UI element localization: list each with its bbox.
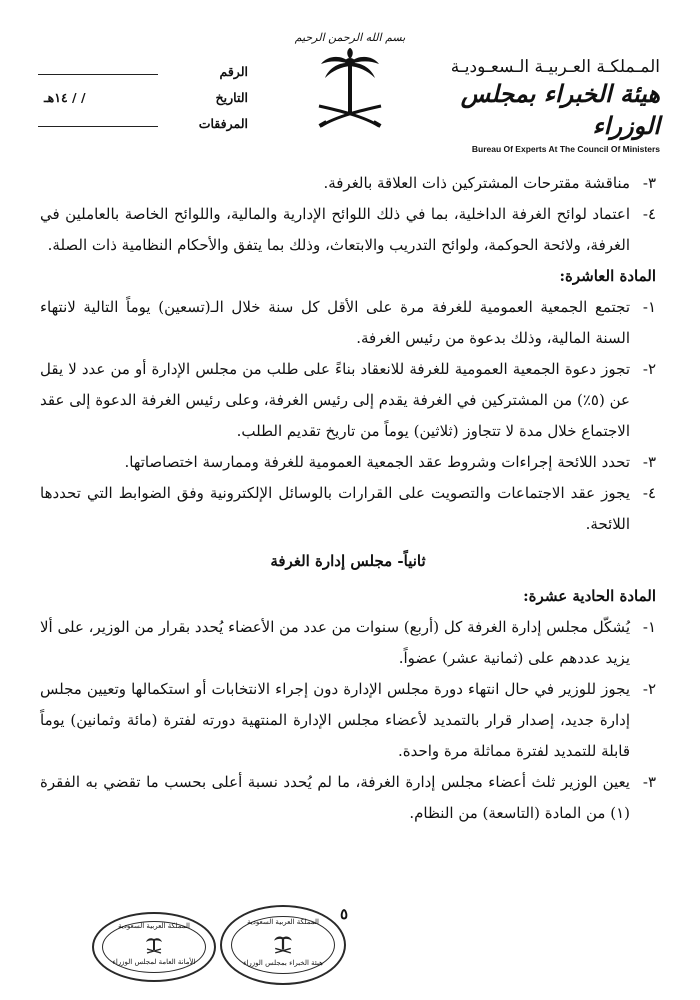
attachments-row [38, 116, 248, 142]
list-item: ٣- تحدد اللائحة إجراءات وشروط عقد الجمعية العمومية للغرفة وممارسة اختصاصاتها. [124, 453, 656, 471]
list-item: ٣- مناقشة مقترحات المشتركين ذات العلاقة بالغرفة. [323, 174, 656, 192]
date-label: التاريخ [215, 90, 248, 105]
number-label: الرقم [219, 64, 248, 79]
article-10-heading: المادة العاشرة: [559, 267, 656, 285]
basmala: بسم الله الرحمن الرحيم [294, 31, 406, 44]
attachments-label: المرفقات [198, 116, 248, 131]
list-item: ١- تجتمع الجمعية العمومية للغرفة مرة على الأقل كل سنة خلال الـ(تسعين) يوماً التالية لانتهاء السنة المالية، وذلك بدعوة من رئيس الغرفة. [40, 298, 656, 347]
list-item: ٢- تجوز دعوة الجمعية العمومية للغرفة للانعقاد بناءً على طلب من مجلس الإدارة أو من عدد لا يقل عن (٥٪) من المشتركين في الغرفة يقدم إلى رئيس الغرفة، وعلى رئيس الغرفة الدعوة إلى عقد الاجتماع خلال مدة لا تتجاوز (ثلاثين) يوماً من تاريخ تقديم الطلب. [40, 360, 656, 440]
list-item: ٤- اعتماد لوائح الغرفة الداخلية، بما في ذلك اللوائح الإدارية والمالية، واللوائح الخاصة بالعاملين في الغرفة، ولائحة الحوكمة، ولوائح التدريب والابتعاث، وذلك بما يتفق والأحكام النظامية ذات الصلة. [40, 205, 656, 254]
letterhead-emblem [290, 30, 410, 136]
letterhead-org [440, 56, 660, 154]
section-2-title: ثانياً- مجلس إدارة الغرفة [270, 552, 426, 570]
date-value: / / ١٤هـ [44, 90, 86, 105]
article-11-heading: المادة الحادية عشرة: [523, 587, 656, 605]
bureau-name-arabic: هيئة الخبراء بمجلس الوزراء [460, 79, 660, 140]
attachments-line [38, 126, 158, 127]
seal-left-stamp: المملكة العربية السعودية الأمانة العامة لمجلس الوزراء [92, 912, 216, 982]
number-line [38, 74, 158, 75]
palm-emblem-icon [146, 936, 162, 954]
list-item: ٢- يجوز للوزير في حال انتهاء دورة مجلس الإدارة دون إجراء الانتخابات أو استكمالها وتعيين مجلس إدارة جديد، إصدار قرار بالتمديد لأعضاء مجلس الإدارة المنتهية دورته لفترة (مائة وثمانين) يوماً قابلة للتمديد لفترة مماثلة مرة واحدة. [40, 680, 656, 760]
page-number: ٥ [340, 905, 349, 923]
palm-swords-emblem-icon [315, 48, 385, 136]
bureau-name-english: Bureau Of Experts At The Council Of Ministers [471, 144, 660, 154]
date-row [38, 90, 248, 116]
reference-fields [38, 64, 248, 142]
document-body [40, 168, 656, 829]
list-item: ١- يُشكّل مجلس إدارة الغرفة كل (أربع) سنوات من عدد من الأعضاء يُحدد بقرار من الوزير، على ألا يزيد عددهم على (ثمانية عشر) عضواً. [40, 618, 656, 667]
kingdom-name: المـملكـة العـربيـة الـسعـوديـة [450, 57, 660, 77]
palm-emblem-icon [274, 934, 292, 954]
list-item: ٣- يعين الوزير ثلث أعضاء مجلس إدارة الغرفة، ما لم يُحدد نسبة أعلى بحسب ما تقضي به الفقرة (١) من المادة (التاسعة) من النظام. [40, 773, 656, 822]
number-row [38, 64, 248, 90]
list-item: ٤- يجوز عقد الاجتماعات والتصويت على القرارات بالوسائل الإلكترونية وفق الضوابط التي تحددها اللائحة. [40, 484, 656, 533]
seal-right-stamp: المملكة العربية السعودية هيئة الخبراء بمجلس الوزراء [220, 905, 346, 985]
